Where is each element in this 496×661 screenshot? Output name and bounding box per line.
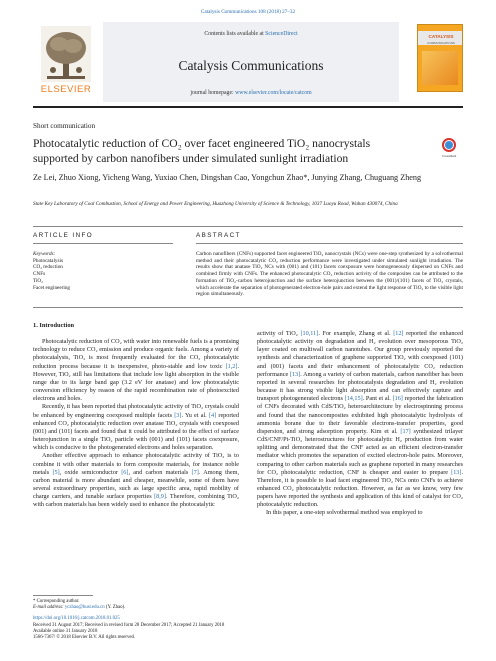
keyword-item: TiO₂: [33, 277, 43, 284]
article-type: Short communication: [33, 122, 96, 130]
publisher-name: ELSEVIER: [40, 84, 92, 95]
crossmark-label: CrossMark: [441, 154, 457, 158]
cover-image: [422, 51, 458, 85]
text-run: . Yu et al.: [181, 411, 209, 419]
journal-title: Catalysis Communications: [178, 58, 324, 73]
citation-link[interactable]: [14,15]: [344, 395, 363, 403]
text-run: reported the fabrication of CNFs decorated with CdS/TiO₂ heteroarchitecture by electrospinning process and found that the nanocomposites exhibited high photocatalytic hydrolysis of ammonia borane due to their favorable electrons-transfer properties, good dispersion, and strong adsorption property. Kim et al.: [257, 395, 463, 435]
doi-link[interactable]: https://doi.org/10.1016/j.catcom.2018.01.025: [33, 616, 120, 622]
sciencedirect-link[interactable]: ScienceDirect: [265, 31, 298, 37]
paragraph: [257, 330, 463, 509]
text-run: . However, TiO₂ still has limitations that include low light absorption in the visible range due to its large band gap (3.2 eV for anatase) and low photocatalytic conversion efficiency by reason of the rapid recombination rate of photoexcited electrons and holes.: [33, 362, 239, 403]
journal-homepage: [103, 90, 399, 96]
elsevier-tree-icon: [41, 26, 91, 82]
available-online: Available online 31 January 2018: [33, 628, 98, 634]
issn-copyright: 1566-7367/ © 2018 Elsevier B.V. All rights reserved.: [33, 635, 136, 641]
abstract-heading: ABSTRACT: [196, 232, 241, 239]
text-run: . For example, Zhang et al.: [318, 330, 394, 337]
text-run: , oxide semiconductor: [59, 468, 122, 476]
text-run: . Therefore, combining TiO₂ with carbon materials has been widely used to enhance the photocatalytic: [33, 493, 239, 509]
text-run: activity of TiO₂: [257, 330, 301, 337]
corresponding-note: * Corresponding author.: [33, 599, 80, 604]
text-run: . Among a variety of carbon materials, carbon nanofiber has been reported in several researches for photocatalysis degradation and H₂ evolution because it has strong visible light absorption and can effectively capture and transport photogenerated electrons: [257, 370, 463, 403]
text-run: synthesized trilayer CdS/CNF/Pt-TiO₂ heterostructures for photocatalytic H₂ production from water splitting and demonstrated that the CNF acted as an efficient electron-transfer mediator which promotes the separation of excited electron-hole pairs. Moreover, comparing to other carbon materials such as graphene reported in many researches for CO₂ photocatalytic reduction, CNF is cheaper and easier to prepare: [257, 427, 464, 476]
keyword-item: CNFs: [33, 271, 46, 278]
paragraph: [33, 452, 239, 509]
journal-header: [33, 22, 463, 102]
received-dates: Received 31 August 2017; Received in revised form 28 December 2017; Accepted 21 January 2018: [33, 622, 225, 628]
footnote-divider: [33, 595, 93, 596]
journal-banner: [103, 22, 399, 102]
text-run: Recently, it has been reported that photocatalytic activity of TiO₂ crystals could be enhanced by engineering coexposed multiple facets: [33, 403, 239, 419]
citation-link[interactable]: [13]: [451, 468, 462, 476]
article-info-heading: ARTICLE INFO: [33, 232, 94, 239]
text-run: . Pant et al.: [362, 395, 393, 403]
citation-link[interactable]: [10,11]: [300, 330, 319, 337]
article-title: Photocatalytic reduction of CO₂ over facet engineered TiO₂ nanocrystals supported by carbon nanofibers under simulated sunlight irradiation: [33, 137, 371, 165]
body-divider: [33, 307, 463, 308]
citation-link[interactable]: [8,9]: [154, 493, 166, 501]
citation-link[interactable]: [17]: [400, 427, 411, 435]
citation-link[interactable]: [4]: [208, 411, 217, 419]
citation-link[interactable]: [1,2]: [225, 362, 238, 370]
text-run: Photocatalytic reduction of CO₂ with water into renewable fuels is a promising technology to reduce CO₂ emission and produce organic fuels. Among a variety of photocatalysts, TiO₂ is most frequently evaluated for the CO₂ photocatalytic reduction process because it is inexpensive, photo-stable and low toxic: [33, 338, 239, 370]
abstract-rule: [196, 243, 463, 244]
paragraph: [33, 338, 239, 403]
text-run: . Therefore, it is possible to load facet engineered TiO₂ NCs onto CNFs to achieve enhanced CO₂ photocatalytic reduction. However, as far as we know, very few papers have reported the synthesis and application of this kind of catalyst for CO₂ photocatalytic reduction.: [257, 468, 463, 509]
right-column: [257, 330, 463, 518]
elsevier-logo[interactable]: [33, 22, 99, 102]
keyword-item: Photocatalysis: [33, 257, 63, 264]
cover-subtitle: COMMUNICATIONS: [427, 41, 455, 45]
email-link[interactable]: yczhao@hust.edu.cn: [64, 605, 105, 611]
crossmark-badge[interactable]: [440, 138, 458, 160]
keywords-label: Keywords:: [33, 251, 56, 257]
citation-link[interactable]: [12]: [393, 330, 404, 337]
contents-prefix: Contents lists available at: [204, 31, 266, 37]
citation-link[interactable]: [7]: [191, 468, 199, 476]
homepage-link[interactable]: www.elsevier.com/locate/catcom: [235, 90, 312, 96]
citation-link[interactable]: [13]: [289, 370, 301, 378]
text-run: . Among them, carbon material is more abundant and cheaper, meanwhile, some of them have several extraordinary properties, such as large specific area, rapid mobility of charge carriers, and tunable surface properties: [33, 468, 240, 501]
paragraph: In this paper, a one-step solvothermal method was employed to: [266, 509, 423, 517]
keywords-block: [33, 251, 143, 291]
cover-title: CATALYSIS: [428, 34, 454, 39]
paragraph: [33, 403, 239, 452]
citation-link[interactable]: [16]: [392, 395, 403, 403]
header-divider: [33, 106, 463, 108]
contents-line: [103, 31, 399, 37]
crossmark-center: [445, 141, 453, 149]
citation-link[interactable]: [6]: [121, 468, 129, 476]
email-suffix: (Y. Zhao).: [104, 605, 126, 611]
text-run: , and carbon materials: [128, 468, 192, 476]
keyword-item: CO₂ reduction: [33, 264, 63, 271]
keyword-item: Facet engineering: [33, 284, 71, 291]
abstract-text: Carbon nanofibers (CNFs) supported facet engineered TiO₂ nanocrystals (NCs) were one-step synthesized by a solvothermal method and their photocatalytic CO₂ reduction performance were investigated under simulated sunlight irradiation. The results show that anatase TiO₂ NCs with (001) and (101) facets coexposure were homogeneously dispersed on CNFs and combined firmly with CNFs. The enhanced photocatalytic CO₂ reduction activity of the composites can be attributed to the formation of TiO₂-carbon heterojunction and the surface heterojunction between the (001)/(101) facets of TiO₂ crystals, which accelerate the separation of photogenerated electron-hole pairs and extend the light response of TiO₂ to the visible light region simultaneously.: [196, 251, 463, 298]
author-list[interactable]: Ze Lei, Zhuo Xiong, Yicheng Wang, Yuxiao Chen, Dingshan Cao, Yongchun Zhao*, Junying Zhang, Chuguang Zheng: [33, 173, 422, 182]
citation-link[interactable]: [5]: [52, 468, 60, 476]
info-divider-top: [33, 226, 463, 227]
citation-link[interactable]: [3]: [174, 411, 182, 419]
left-column: [33, 322, 239, 509]
text-run: reported enhanced CO₂ photocatalytic reduction over anatase TiO₂ crystals with coexposed (001) and (101) facets and found that it could be attributed to the effect of surface heterojunction in a single TiO₂ particle with (001) and (101) facets coexposure, which is conducive to the photogenerated electrons and holes separation.: [33, 411, 239, 452]
article-info-rule: [33, 243, 173, 244]
journal-reference[interactable]: Catalysis Communications 108 (2018) 27–32: [200, 9, 296, 15]
text-run: Another effective approach to enhance photocatalytic activity of TiO₂ is to combine it with other materials to form composite materials, for instance noble metals: [33, 452, 239, 476]
text-run: reported the enhanced photocatalytic activity on degradation and H₂ evolution over mesoporous TiO₂ layer coated on multiwall carbon nanotubes. Our group previously reported the synthesis and characterization of graphene supported TiO₂ with coexposed (101) and (001) facets and their enhancement of photocatalytic CO₂ reduction performance: [257, 330, 463, 378]
journal-cover[interactable]: [417, 24, 463, 92]
affiliation: State Key Laboratory of Coal Combustion, School of Energy and Power Engineering, Huazhong University of Science & Technology, 1037 Luoyu Road, Wuhan 430074, China: [33, 201, 398, 207]
homepage-prefix: journal homepage:: [190, 90, 236, 96]
email-label: E-mail address:: [33, 605, 65, 611]
footnote-block: [33, 599, 333, 641]
section-heading: 1. Introduction: [33, 322, 75, 329]
